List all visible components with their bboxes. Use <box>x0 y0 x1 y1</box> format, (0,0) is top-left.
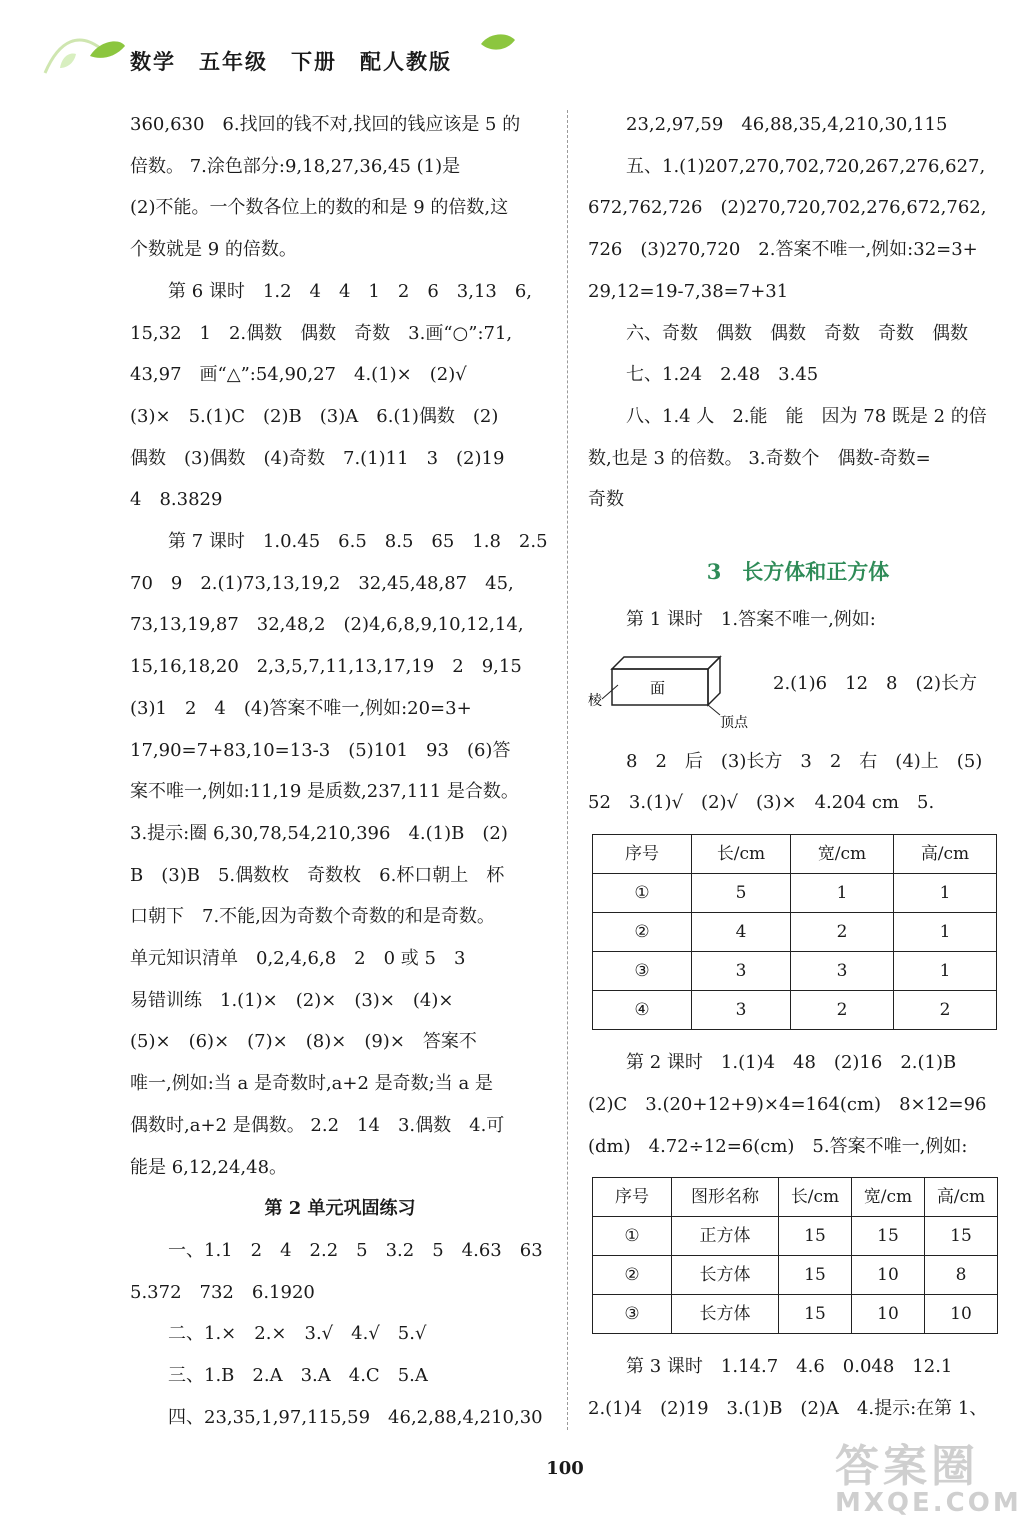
unit-summary-line: 单元知识清单 0,2,4,6,8 2 0 或 5 3 <box>130 948 466 970</box>
answer-line: 360,630 6.找回的钱不对,找回的钱应该是 5 的 <box>130 114 521 135</box>
table-cell: 15 <box>779 1217 852 1256</box>
solid-shapes-table <box>592 1177 998 1334</box>
leaf-decoration-icon <box>40 28 130 78</box>
table-row <box>593 874 997 913</box>
table-cell: ① <box>593 874 692 913</box>
answer-line: 8 2 后 (3)长方 3 2 右 (4)上 (5) <box>626 750 983 772</box>
table-row <box>593 991 997 1030</box>
answer-line: 三、1.B 2.A 3.A 4.C 5.A <box>168 1365 428 1387</box>
table-cell: 3 <box>692 952 791 991</box>
table-cell: 8 <box>925 1256 998 1295</box>
answer-line: 23,2,97,59 46,88,35,4,210,30,115 <box>626 114 948 135</box>
table-cell: 10 <box>925 1295 998 1334</box>
table-header: 宽/cm <box>791 835 894 874</box>
edge-label: 棱 <box>588 692 602 709</box>
answer-line: 726 (3)270,720 2.答案不唯一,例如:32=3+ <box>588 239 978 261</box>
table-cell: ② <box>593 913 692 952</box>
answer-line: 15,32 1 2.偶数 偶数 奇数 3.画“○”:71, <box>130 322 513 344</box>
table-cell: 5 <box>692 874 791 913</box>
table-cell: 1 <box>894 913 997 952</box>
answer-line: 唯一,例如:当 a 是奇数时,a+2 是奇数;当 a 是 <box>130 1073 493 1095</box>
answer-line: 672,762,726 (2)270,720,702,276,672,762, <box>588 197 987 219</box>
table-cell: 15 <box>779 1256 852 1295</box>
table-cell: 1 <box>894 874 997 913</box>
leaf-decoration-icon <box>478 30 518 56</box>
table-row <box>593 1217 998 1256</box>
table-cell: 15 <box>779 1295 852 1334</box>
table-cell: 1 <box>894 952 997 991</box>
lesson-2-line: 第 2 课时 1.(1)4 48 (2)16 2.(1)B <box>626 1052 957 1074</box>
answer-line: 43,97 画“△”:54,90,27 4.(1)× (2)√ <box>130 364 467 386</box>
answer-line: 29,12=19-7,38=7+31 <box>588 280 789 302</box>
table-cell: 长方体 <box>672 1295 779 1334</box>
answer-line: 偶数 (3)偶数 (4)奇数 7.(1)11 3 (2)19 <box>130 447 505 469</box>
lesson-7-line: 第 7 课时 1.0.45 6.5 8.5 65 1.8 2.5 <box>168 531 548 553</box>
watermark-logo-text: 答案圈 <box>835 1441 979 1492</box>
table-cell: 10 <box>852 1295 925 1334</box>
table-cell: ④ <box>593 991 692 1030</box>
table-cell: 10 <box>852 1256 925 1295</box>
face-label: 面 <box>650 678 666 697</box>
table-cell: ③ <box>593 1295 672 1334</box>
page-header <box>0 0 1030 90</box>
answer-line: 五、1.(1)207,270,702,720,267,276,627, <box>626 155 986 177</box>
answer-line: (5)× (6)× (7)× (8)× (9)× 答案不 <box>130 1031 477 1053</box>
cuboid-diagram <box>588 649 768 729</box>
answer-line: 52 3.(1)√ (2)√ (3)× 4.204 cm 5. <box>588 792 935 814</box>
answer-line: 2.(1)6 12 8 (2)长方 <box>773 672 977 694</box>
table-cell: 2 <box>791 991 894 1030</box>
table-header: 长/cm <box>779 1178 852 1217</box>
table-cell: ② <box>593 1256 672 1295</box>
page-number: 100 <box>546 1458 584 1479</box>
lesson-3-line: 第 3 课时 1.14.7 4.6 0.048 12.1 <box>626 1356 953 1378</box>
answer-line: (2)C 3.(20+12+9)×4=164(cm) 8×12=96 <box>588 1093 987 1115</box>
answer-line: (dm) 4.72÷12=6(cm) 5.答案不唯一,例如: <box>588 1135 968 1157</box>
answer-line: 70 9 2.(1)73,13,19,2 32,45,48,87 45, <box>130 572 514 594</box>
answer-line: (2)不能。一个数各位上的数的和是 9 的倍数,这 <box>130 197 509 219</box>
table-header: 序号 <box>593 835 692 874</box>
lesson-6-line: 第 6 课时 1.2 4 4 1 2 6 3,13 6, <box>168 280 533 302</box>
answer-line: 六、奇数 偶数 偶数 奇数 奇数 偶数 <box>626 322 968 344</box>
answer-line: 数,也是 3 的倍数。 3.奇数个 偶数-奇数= <box>588 447 931 469</box>
answer-line: 案不唯一,例如:11,19 是质数,237,111 是合数。 <box>130 781 519 803</box>
table-cell: ① <box>593 1217 672 1256</box>
unit-2-review-heading: 第 2 单元巩固练习 <box>264 1198 416 1220</box>
cuboid-dimensions-table <box>592 834 997 1030</box>
table-row <box>593 952 997 991</box>
answer-line: 八、1.4 人 2.能 能 因为 78 既是 2 的倍 <box>626 405 987 427</box>
table-cell: 2 <box>791 913 894 952</box>
answer-line: 口朝下 7.不能,因为奇数个奇数的和是奇数。 <box>130 906 495 928</box>
table-header: 长/cm <box>692 835 791 874</box>
table-row <box>593 1295 998 1334</box>
section-3-title: 3 长方体和正方体 <box>706 559 890 585</box>
answer-line: 17,90=7+83,10=13-3 (5)101 93 (6)答 <box>130 739 511 761</box>
book-title: 数学 五年级 下册 配人教版 <box>130 49 452 74</box>
answer-line: 15,16,18,20 2,3,5,7,11,13,17,19 2 9,15 <box>130 656 522 678</box>
table-cell: 4 <box>692 913 791 952</box>
vertex-label: 顶点 <box>720 714 748 729</box>
answer-line: 3.提示:圈 6,30,78,54,210,396 4.(1)B (2) <box>130 822 508 844</box>
answer-line: 能是 6,12,24,48。 <box>130 1156 288 1178</box>
table-header-row <box>593 1178 998 1217</box>
table-row <box>593 1256 998 1295</box>
answer-line: 个数就是 9 的倍数。 <box>130 239 297 261</box>
answer-line: 2.(1)4 (2)19 3.(1)B (2)A 4.提示:在第 1、 <box>588 1397 988 1419</box>
answer-line: 4 8.3829 <box>130 489 223 511</box>
column-divider <box>567 110 568 1430</box>
answer-line: (3)× 5.(1)C (2)B (3)A 6.(1)偶数 (2) <box>130 405 499 427</box>
answer-line: 奇数 <box>588 489 624 511</box>
table-cell: 1 <box>791 874 894 913</box>
table-cell: 3 <box>692 991 791 1030</box>
table-header: 高/cm <box>925 1178 998 1217</box>
table-cell: 2 <box>894 991 997 1030</box>
table-header-row <box>593 835 997 874</box>
watermark-url-text: MXQE.COM <box>835 1488 1022 1518</box>
right-column <box>588 104 1008 1430</box>
table-header: 序号 <box>593 1178 672 1217</box>
answer-line: 5.372 732 6.1920 <box>130 1281 315 1303</box>
error-training-line: 易错训练 1.(1)× (2)× (3)× (4)× <box>130 989 454 1011</box>
table-cell: 15 <box>852 1217 925 1256</box>
answer-line: 四、23,35,1,97,115,59 46,2,88,4,210,30 <box>168 1406 543 1428</box>
answer-line: B (3)B 5.偶数枚 奇数枚 6.杯口朝上 杯 <box>130 864 505 886</box>
table-header: 图形名称 <box>672 1178 779 1217</box>
answer-line: 偶数时,a+2 是偶数。 2.2 14 3.偶数 4.可 <box>130 1114 505 1136</box>
table-cell: 15 <box>925 1217 998 1256</box>
table-cell: ③ <box>593 952 692 991</box>
answer-line: 二、1.× 2.× 3.√ 4.√ 5.√ <box>168 1323 427 1345</box>
left-column <box>130 104 550 1439</box>
lesson-1-line: 第 1 课时 1.答案不唯一,例如: <box>626 609 876 631</box>
table-row <box>593 913 997 952</box>
table-cell: 正方体 <box>672 1217 779 1256</box>
table-header: 宽/cm <box>852 1178 925 1217</box>
table-cell: 长方体 <box>672 1256 779 1295</box>
answer-line: 73,13,19,87 32,48,2 (2)4,6,8,9,10,12,14, <box>130 614 524 636</box>
table-header: 高/cm <box>894 835 997 874</box>
cuboid-figure-row <box>588 641 1008 741</box>
site-watermark <box>835 1430 1020 1530</box>
answer-line: 七、1.24 2.48 3.45 <box>626 364 819 386</box>
answer-line: (3)1 2 4 (4)答案不唯一,例如:20=3+ <box>130 697 472 719</box>
answer-line: 一、1.1 2 4 2.2 5 3.2 5 4.63 63 <box>168 1239 543 1261</box>
answer-line: 倍数。 7.涂色部分:9,18,27,36,45 (1)是 <box>130 155 461 177</box>
table-cell: 3 <box>791 952 894 991</box>
